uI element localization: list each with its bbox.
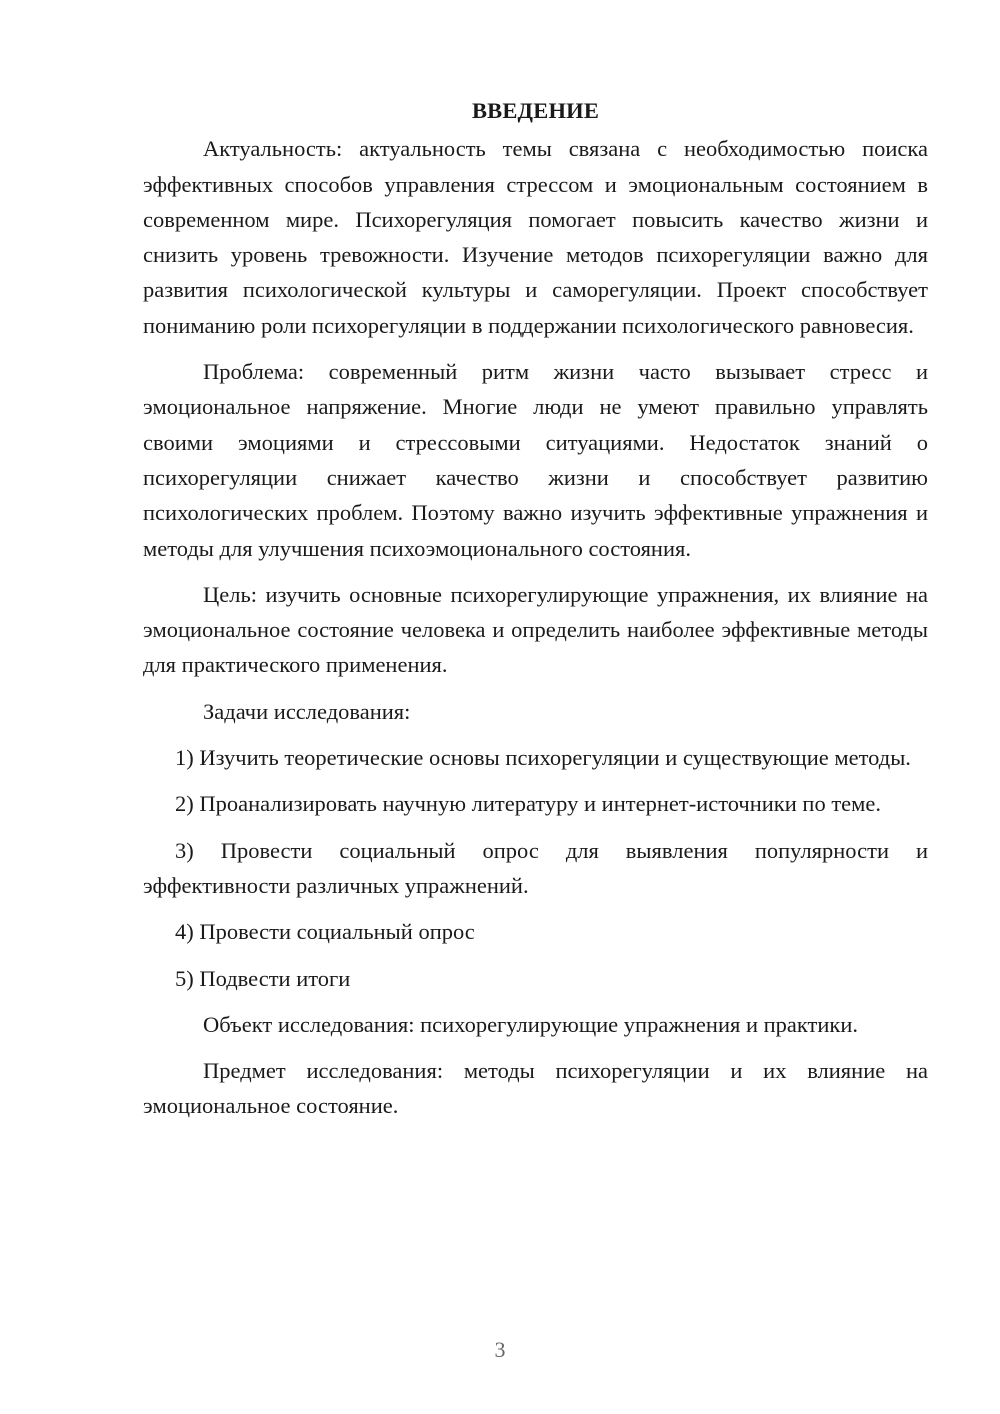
paragraph-problem: Проблема: современный ритм жизни часто вызывает стресс и эмоциональное напряжение. Многие люди не умеют правильно управлять своими эмоциями и стрессовыми ситуациями. Недостаток знаний о психорегуляции снижает качество жизни и способствует развитию психологических проблем. Поэтому важно изучить эффективные упражнения и методы для улучшения психоэмоционального состояния.	[143, 359, 928, 561]
task-item-4: 4) Провести социальный опрос	[175, 919, 475, 945]
page-content	[143, 93, 928, 1135]
paragraph-object: Объект исследования: психорегулирующие упражнения и практики.	[203, 1011, 859, 1037]
paragraph-subject: Предмет исследования: методы психорегуляции и их влияние на эмоциональное состояние.	[143, 1058, 928, 1119]
section-heading: ВВЕДЕНИЕ	[471, 98, 600, 123]
paragraph-goal: Цель: изучить основные психорегулирующие упражнения, их влияние на эмоциональное состояние человека и определить наиболее эффективные методы для практического применения.	[143, 581, 928, 678]
task-item-2: 2) Проанализировать научную литературу и интернет-источники по теме.	[175, 791, 881, 817]
paragraph-tasks-intro: Задачи исследования:	[203, 698, 411, 724]
task-item-1: 1) Изучить теоретические основы психорегуляции и существующие методы.	[175, 745, 911, 771]
task-item-3: 3) Провести социальный опрос для выявления популярности и эффективности различных упражнений.	[143, 837, 928, 898]
task-item-5: 5) Подвести итоги	[175, 965, 351, 991]
paragraph-relevance: Актуальность: актуальность темы связана с необходимостью поиска эффективных способов управления стрессом и эмоциональным состоянием в современном мире. Психорегуляция помогает повысить качество жизни и снизить уровень тревожности. Изучение методов психорегуляции важно для развития психологической культуры и саморегуляции. Проект способствует пониманию роли психорегуляции в поддержании психологического равновесия.	[143, 136, 928, 338]
page-number: 3	[494, 1337, 506, 1362]
